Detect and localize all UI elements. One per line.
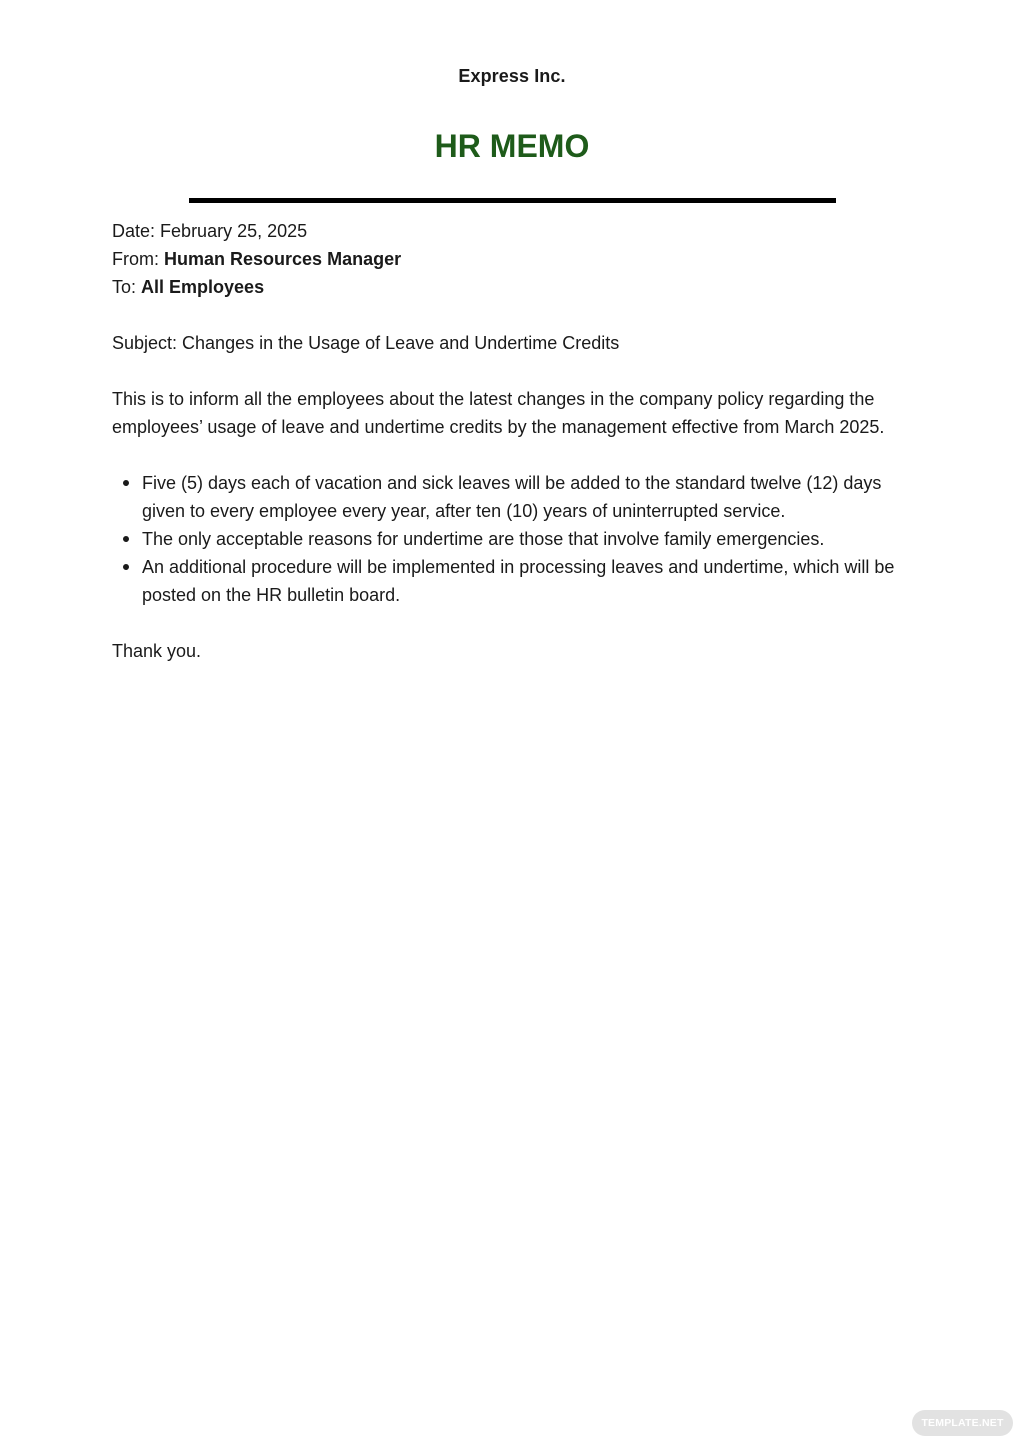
bullet-icon xyxy=(123,564,129,570)
spacer xyxy=(112,441,902,469)
company-name: Express Inc. xyxy=(458,66,566,86)
to-line xyxy=(112,273,902,301)
from-value: Human Resources Manager xyxy=(164,249,402,269)
intro-paragraph: This is to inform all the employees about the latest changes in the company policy regarding the employees’ usage of leave and undertime credits by the management effective from March 2025. xyxy=(112,389,885,437)
list-item xyxy=(142,525,902,553)
subject-line: Subject: Changes in the Usage of Leave and Undertime Credits xyxy=(112,333,620,353)
spacer xyxy=(112,357,902,385)
date-label: Date: xyxy=(112,221,156,241)
list-item xyxy=(142,469,902,525)
template-watermark: TEMPLATE.NET xyxy=(912,1410,1013,1436)
list-item-text: The only acceptable reasons for undertime are those that involve family emergencies. xyxy=(142,529,825,549)
memo-title: HR MEMO xyxy=(434,128,590,164)
bullet-icon xyxy=(123,536,129,542)
spacer xyxy=(112,609,902,637)
policy-list xyxy=(112,469,902,609)
title-divider xyxy=(189,198,836,203)
bullet-icon xyxy=(123,480,129,486)
closing-line: Thank you. xyxy=(112,641,202,661)
date-line xyxy=(112,217,902,245)
date-value: February 25, 2025 xyxy=(160,221,308,241)
memo-body xyxy=(112,217,902,665)
spacer xyxy=(112,301,902,329)
to-label: To: xyxy=(112,277,137,297)
list-item-text: An additional procedure will be implemented in processing leaves and undertime, which will be posted on the HR bulletin board. xyxy=(142,557,895,605)
from-line xyxy=(112,245,902,273)
list-item xyxy=(142,553,902,609)
to-value: All Employees xyxy=(141,277,265,297)
from-label: From: xyxy=(112,249,159,269)
list-item-text: Five (5) days each of vacation and sick leaves will be added to the standard twelve (12) days given to every employee every year, after ten (10) years of uninterrupted service. xyxy=(142,473,882,521)
